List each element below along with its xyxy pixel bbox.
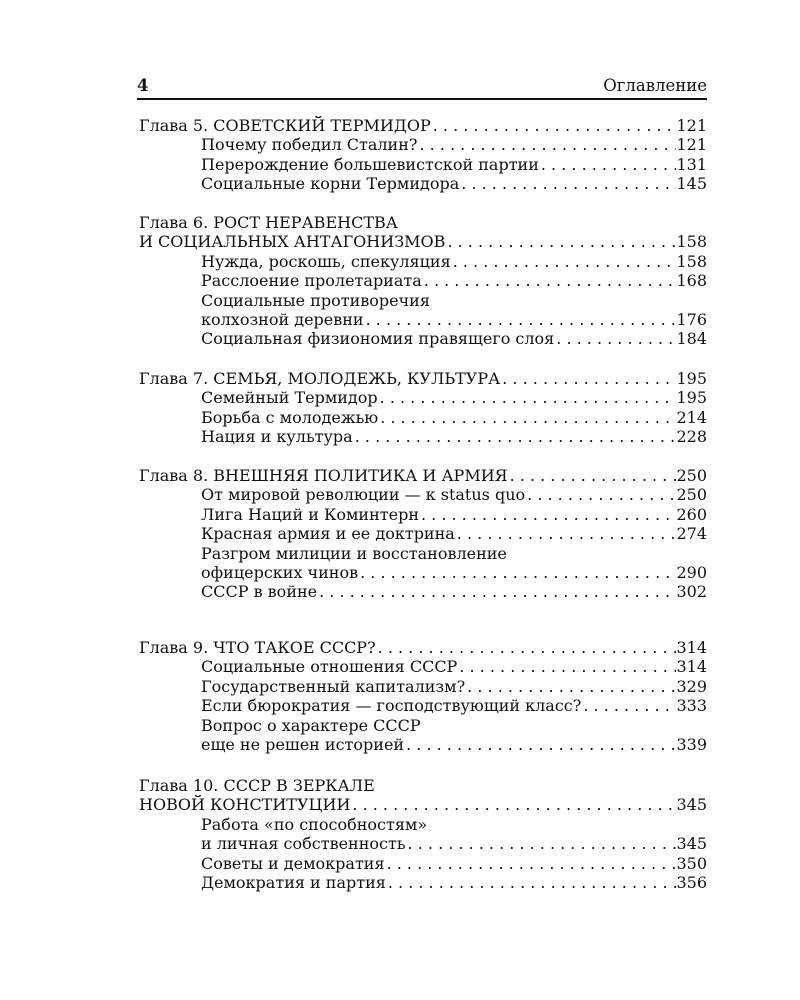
entry-title: Социальные корни Термидора bbox=[201, 174, 460, 194]
toc-section-entry[interactable] bbox=[139, 524, 707, 543]
dot-leader bbox=[317, 582, 676, 601]
entry-title: еще не решен историей bbox=[201, 734, 405, 754]
toc-section-entry[interactable] bbox=[139, 388, 707, 407]
dot-leader bbox=[465, 677, 676, 696]
dot-leader bbox=[581, 696, 676, 715]
entry-title: Государственный капитализм? bbox=[201, 676, 466, 696]
entry-page-number: 184 bbox=[676, 329, 707, 349]
toc-section-entry[interactable] bbox=[139, 854, 707, 873]
toc-section-entry[interactable] bbox=[139, 563, 707, 582]
dot-leader bbox=[353, 427, 677, 446]
entry-page-number: 158 bbox=[676, 232, 707, 252]
dot-leader bbox=[385, 854, 677, 873]
entry-title: Работа «по способностям» bbox=[201, 814, 428, 834]
toc-section-entry[interactable] bbox=[139, 427, 707, 446]
dot-leader bbox=[431, 116, 677, 135]
toc-section-entry[interactable] bbox=[139, 873, 707, 892]
toc-section-entry[interactable] bbox=[139, 544, 707, 563]
toc-chapter-entry[interactable] bbox=[139, 116, 707, 135]
toc-section-entry[interactable] bbox=[139, 252, 707, 271]
entry-page-number: 145 bbox=[676, 174, 707, 194]
entry-page-number: 339 bbox=[676, 734, 707, 754]
toc-section-entry[interactable] bbox=[139, 716, 707, 735]
toc-section-entry[interactable] bbox=[139, 735, 707, 754]
dot-leader bbox=[451, 252, 677, 271]
toc-section-entry[interactable] bbox=[139, 271, 707, 290]
dot-leader bbox=[358, 563, 676, 582]
entry-page-number: 329 bbox=[676, 676, 707, 696]
dot-leader bbox=[417, 135, 676, 154]
chapter-8-block bbox=[139, 466, 707, 602]
dot-leader bbox=[386, 873, 677, 892]
entry-title: Красная армия и ее доктрина bbox=[201, 524, 455, 544]
toc-section-entry[interactable] bbox=[139, 485, 707, 504]
dot-leader bbox=[500, 369, 676, 388]
toc-section-entry[interactable] bbox=[139, 408, 707, 427]
entry-page-number: 131 bbox=[676, 154, 707, 174]
toc-chapter-entry[interactable] bbox=[139, 638, 707, 657]
entry-page-number: 121 bbox=[676, 116, 707, 135]
chapter-9-block bbox=[139, 638, 707, 754]
dot-leader bbox=[350, 795, 676, 814]
entry-page-number: 345 bbox=[676, 834, 707, 854]
entry-title: И СОЦИАЛЬНЫХ АНТАГОНИЗМОВ bbox=[139, 232, 446, 252]
entry-title: Глава 8. ВНЕШНЯЯ ПОЛИТИКА И АРМИЯ bbox=[139, 466, 508, 485]
entry-title: Разгром милиции и восстановление bbox=[201, 543, 507, 563]
dot-leader bbox=[406, 834, 677, 853]
entry-title: Глава 6. РОСТ НЕРАВЕНСТВА bbox=[139, 213, 398, 232]
dot-leader bbox=[364, 310, 677, 329]
dot-leader bbox=[378, 408, 676, 427]
entry-title: Социальная физиономия правящего слоя bbox=[201, 329, 555, 349]
toc-chapter-entry[interactable] bbox=[139, 466, 707, 485]
entry-title: Почему победил Сталин? bbox=[201, 135, 418, 155]
dot-leader bbox=[378, 388, 677, 407]
entry-page-number: 158 bbox=[676, 251, 707, 271]
dot-leader bbox=[455, 524, 677, 543]
dot-leader bbox=[419, 505, 676, 524]
entry-title: Вопрос о характере СССР bbox=[201, 715, 421, 735]
toc-section-entry[interactable] bbox=[139, 582, 707, 601]
entry-page-number: 250 bbox=[676, 485, 707, 505]
chapter-6-block bbox=[139, 213, 707, 349]
entry-title: Советы и демократия bbox=[201, 853, 385, 873]
dot-leader bbox=[376, 638, 677, 657]
dot-leader bbox=[457, 657, 676, 676]
entry-title: Глава 9. ЧТО ТАКОЕ СССР? bbox=[139, 638, 376, 657]
entry-page-number: 260 bbox=[676, 504, 707, 524]
toc-section-entry[interactable] bbox=[139, 677, 707, 696]
dot-leader bbox=[554, 329, 676, 348]
entry-title: От мировой революции — к status quo bbox=[201, 485, 526, 505]
entry-page-number: 345 bbox=[676, 795, 707, 815]
entry-page-number: 314 bbox=[676, 638, 707, 657]
toc-chapter-entry[interactable] bbox=[139, 795, 707, 814]
entry-page-number: 314 bbox=[676, 657, 707, 677]
entry-title: Глава 7. СЕМЬЯ, МОЛОДЕЖЬ, КУЛЬТУРА bbox=[139, 369, 501, 388]
dot-leader bbox=[445, 232, 676, 251]
entry-title: Демократия и партия bbox=[201, 872, 386, 892]
toc-section-entry[interactable] bbox=[139, 834, 707, 853]
toc-section-entry[interactable] bbox=[139, 135, 707, 154]
entry-page-number: 176 bbox=[676, 309, 707, 329]
entry-title: офицерских чинов bbox=[201, 562, 359, 582]
dot-leader bbox=[525, 485, 676, 504]
dot-leader bbox=[539, 155, 677, 174]
entry-title: Глава 10. СССР В ЗЕРКАЛЕ bbox=[139, 776, 375, 795]
entry-title: Социальные отношения СССР bbox=[201, 657, 458, 677]
entry-page-number: 214 bbox=[676, 407, 707, 427]
dot-leader bbox=[422, 271, 677, 290]
toc-chapter-entry[interactable] bbox=[139, 369, 707, 388]
toc-section-entry[interactable] bbox=[139, 291, 707, 310]
entry-title: Глава 5. СОВЕТСКИЙ ТЕРМИДОР bbox=[139, 116, 431, 135]
running-title: Оглавление bbox=[603, 76, 707, 95]
dot-leader bbox=[459, 174, 676, 193]
page-number: 4 bbox=[137, 76, 149, 95]
toc-section-entry[interactable] bbox=[139, 696, 707, 715]
dot-leader bbox=[404, 735, 676, 754]
entry-page-number: 228 bbox=[676, 427, 707, 447]
toc-section-entry[interactable] bbox=[139, 310, 707, 329]
toc-chapter-entry[interactable] bbox=[139, 232, 707, 251]
entry-page-number: 195 bbox=[676, 369, 707, 388]
chapter-7-block bbox=[139, 369, 707, 447]
entry-page-number: 121 bbox=[676, 135, 707, 155]
header-rule bbox=[137, 98, 707, 100]
running-header bbox=[137, 76, 707, 96]
entry-page-number: 356 bbox=[676, 872, 707, 892]
entry-title: НОВОЙ КОНСТИТУЦИИ bbox=[139, 795, 351, 815]
entry-title: и личная собственность bbox=[201, 834, 406, 854]
entry-title: Семейный Термидор bbox=[201, 388, 378, 408]
entry-page-number: 350 bbox=[676, 853, 707, 873]
entry-title: Социальные противоречия bbox=[201, 290, 430, 310]
entry-title: Если бюрократия — господствующий класс? bbox=[201, 696, 582, 716]
entry-title: Борьба с молодежью bbox=[201, 407, 379, 427]
entry-page-number: 290 bbox=[676, 562, 707, 582]
toc-chapter-entry[interactable] bbox=[139, 776, 707, 795]
entry-title: Расслоение пролетариата bbox=[201, 271, 422, 291]
toc-section-entry[interactable] bbox=[139, 155, 707, 174]
entry-title: СССР в войне bbox=[201, 582, 318, 602]
entry-page-number: 302 bbox=[676, 582, 707, 602]
toc-section-entry[interactable] bbox=[139, 505, 707, 524]
entry-page-number: 274 bbox=[676, 524, 707, 544]
entry-page-number: 250 bbox=[676, 466, 707, 485]
chapter-5-block bbox=[139, 116, 707, 194]
entry-page-number: 168 bbox=[676, 271, 707, 291]
entry-title: Лига Наций и Коминтерн bbox=[201, 504, 419, 524]
entry-title: Нужда, роскошь, спекуляция bbox=[201, 251, 451, 271]
toc-section-entry[interactable] bbox=[139, 174, 707, 193]
entry-title: Перерождение большевистской партии bbox=[201, 154, 539, 174]
toc-chapter-entry[interactable] bbox=[139, 213, 707, 232]
entry-title: Нация и культура bbox=[201, 427, 353, 447]
toc-section-entry[interactable] bbox=[139, 329, 707, 348]
chapter-10-block bbox=[139, 776, 707, 892]
toc-section-entry[interactable] bbox=[139, 657, 707, 676]
dot-leader bbox=[508, 466, 677, 485]
entry-title: колхозной деревни bbox=[201, 309, 364, 329]
toc-section-entry[interactable] bbox=[139, 815, 707, 834]
entry-page-number: 333 bbox=[676, 696, 707, 716]
entry-page-number: 195 bbox=[676, 388, 707, 408]
